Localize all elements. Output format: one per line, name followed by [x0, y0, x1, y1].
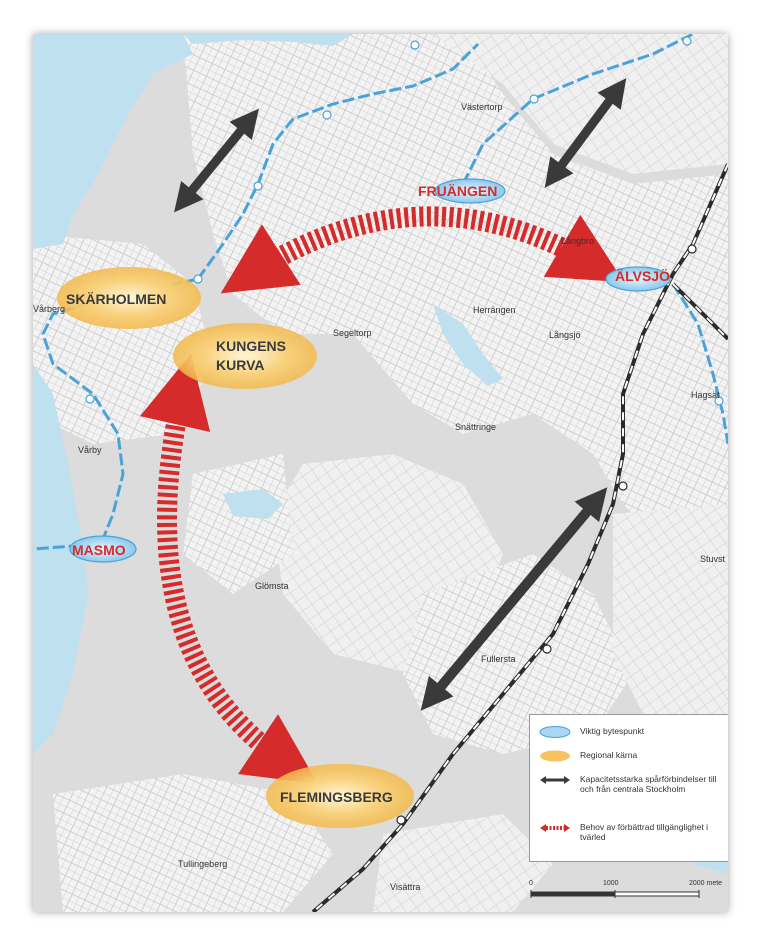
label-herrangen: Herrängen [473, 305, 516, 315]
label-segeltorp: Segeltorp [333, 328, 372, 338]
red-dashed-double-arrow-icon [538, 821, 572, 835]
legend-label: Viktig bytespunkt [580, 726, 645, 736]
label-tullingeberg: Tullingeberg [178, 859, 228, 869]
map-legend [529, 714, 728, 862]
label-vastertorp: Västertorp [461, 102, 503, 112]
label-langbro: Långbro [561, 236, 595, 246]
orange-ellipse-icon [538, 749, 572, 763]
legend-label: Behov av förbättrad tillgänglighet i tvärled [580, 822, 709, 842]
label-kungens: KUNGENS [216, 338, 287, 354]
label-langsjo: Långsjö [549, 330, 581, 340]
label-flemingsberg: FLEMINGSBERG [280, 789, 393, 805]
label-snattringe: Snättringe [455, 422, 497, 432]
label-fullersta: Fullersta [481, 654, 516, 664]
scale-label-mid: 1000 [603, 880, 619, 887]
scale-label-end: 2000 mete [689, 880, 723, 887]
scale-label-zero: 0 [529, 880, 533, 887]
blue-ellipse-icon [538, 725, 572, 739]
label-skarholmen: SKÄRHOLMEN [66, 291, 167, 307]
label-alvsjo: ÄLVSJÖ [615, 268, 670, 284]
label-stuvsta: Stuvst [700, 554, 726, 564]
map-frame [33, 34, 728, 912]
label-varby: Vårby [78, 445, 102, 455]
label-fruangen: FRUÄNGEN [418, 183, 498, 199]
scale-ruler [529, 890, 709, 900]
core-kungens-kurva [173, 323, 317, 389]
label-hagsatra: Hagsät [691, 390, 720, 400]
label-glomsta: Glömsta [255, 581, 289, 591]
scale-bar [529, 880, 728, 910]
label-varberg: Vårberg [33, 304, 66, 314]
label-kurva: KURVA [216, 357, 265, 373]
legend-label: Regional kärna [580, 750, 638, 760]
label-visattra: Visättra [390, 882, 421, 892]
legend-label: Kapacitetsstarka spårförbindelser till och från centrala Stockholm [580, 774, 717, 794]
black-double-arrow-icon [538, 773, 572, 787]
label-masmo: MASMO [72, 542, 126, 558]
